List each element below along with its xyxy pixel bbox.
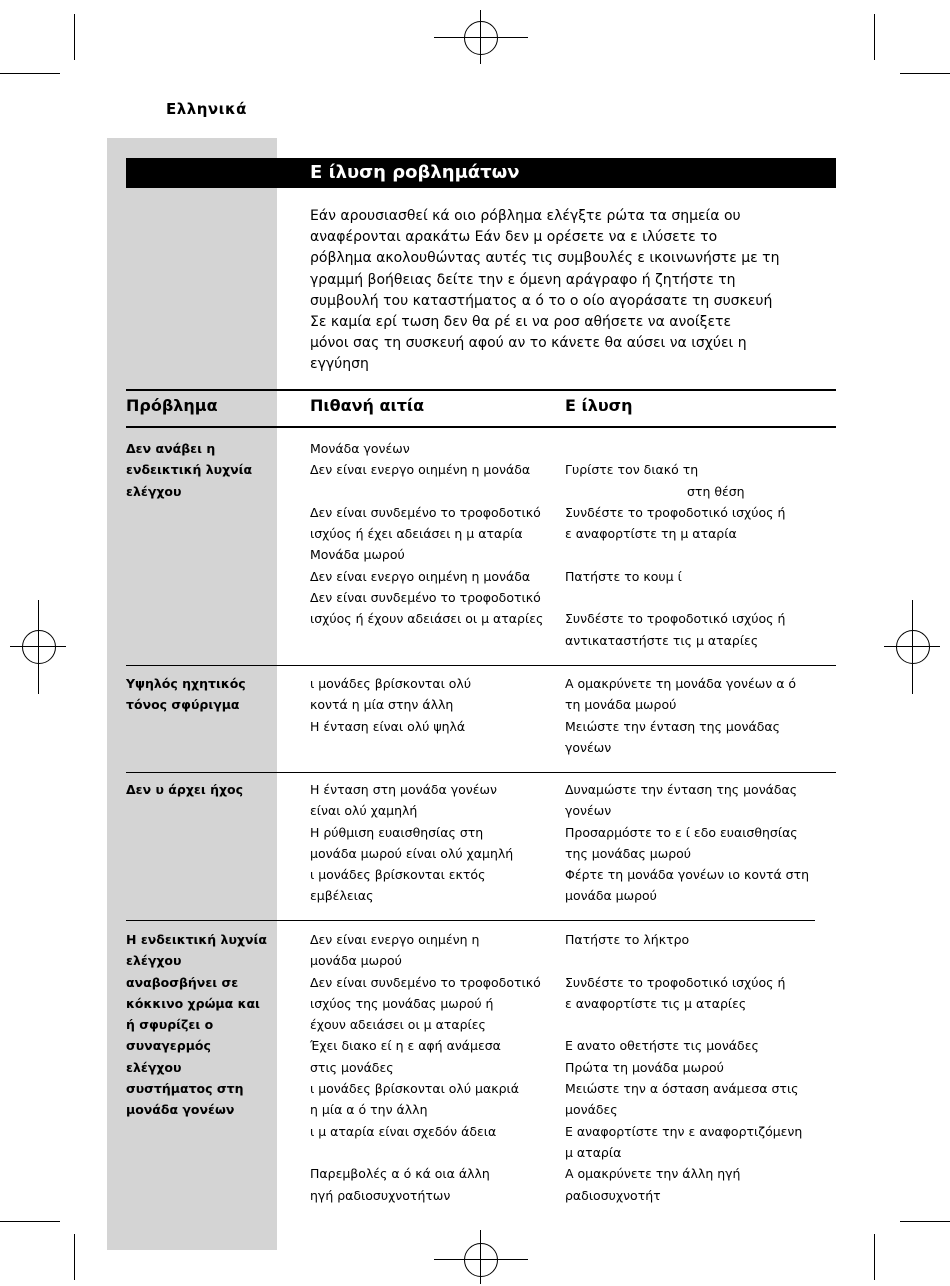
intro-line: εγγύηση bbox=[310, 356, 369, 373]
header-problem: Πρόβλημα bbox=[126, 396, 218, 415]
crop-mark bbox=[900, 73, 950, 74]
crop-mark bbox=[900, 1221, 950, 1222]
intro-line: ρόβλημα ακολουθώντας αυτές τις συμβουλές ε ικοινωνήστε με τη bbox=[310, 250, 780, 267]
intro-line: γραμμή βοήθειας δείτε την ε όμενη αράγραφο ή ζητήστε τη bbox=[310, 271, 736, 288]
row-divider bbox=[126, 920, 815, 921]
intro-line: συμβουλή του καταστήματος α ό το ο οίο αγοράσατε τη συσκευή bbox=[310, 292, 773, 309]
solution-cell: Α ομακρύνετε τη μονάδα γονέων α ό τη μονάδα μωρού Μειώστε την ένταση της μονάδας γονέων bbox=[565, 676, 797, 755]
cause-cell: Δεν είναι ενεργο οιημένη η μονάδα μωρού Δεν είναι συνδεμένο το τροφοδοτικό ισχύος της μονάδας μωρού ή έχουν αδειάσει οι μ αταρίες Έχει διακο εί η ε αφή ανάμεσα στις μονάδες ι μονάδες βρίσκονται ολύ μακριά η μία α ό την άλλη ι μ αταρία είναι σχεδόν άδεια Παρεμβολές α ό κά οια άλλη ηγή ραδιοσυχνοτήτων bbox=[310, 932, 541, 1203]
crop-mark bbox=[74, 14, 75, 60]
intro-line: Εάν αρουσιασθεί κά οιο ρόβλημα ελέγξτε ρώτα τα σημεία ου bbox=[310, 208, 741, 224]
cause-cell: Μονάδα γονέων Δεν είναι ενεργο οιημένη η μονάδα Δεν είναι συνδεμένο το τροφοδοτικό ισχύος ή έχει αδειάσει η μ αταρία Μονάδα μωρού Δεν είναι ενεργο οιημένη η μονάδα Δεν είναι συνδεμένο το τροφοδοτικό ισχύος ή έχουν αδειάσει οι μ αταρίες bbox=[310, 441, 544, 627]
row-divider bbox=[126, 665, 836, 666]
cause-cell: Η ένταση στη μονάδα γονέων είναι ολύ χαμηλή Η ρύθμιση ευαισθησίας στη μονάδα μωρού είναι ολύ χαμηλή ι μονάδες βρίσκονται εκτός εμβέλειας bbox=[310, 782, 514, 904]
crop-mark bbox=[0, 1221, 60, 1222]
crop-mark bbox=[74, 1234, 75, 1280]
cause-cell: ι μονάδες βρίσκονται ολύ κοντά η μία στην άλλη Η ένταση είναι ολύ ψηλά bbox=[310, 676, 472, 734]
table-header-rule bbox=[126, 426, 836, 428]
solution-cell: Δυναμώστε την ένταση της μονάδας γονέων Προσαρμόστε το ε ί εδο ευαισθησίας της μονάδας μωρού Φέρτε τη μονάδα γονέων ιο κοντά στη μονάδα μωρού bbox=[565, 782, 810, 904]
problem-cell: Η ενδεικτική λυχνία ελέγχου αναβοσβήνει σε κόκκινο χρώμα και ή σφυρίζει ο συναγερμός ελέγχου συστήματος στη μονάδα γονέων bbox=[126, 932, 267, 1118]
problem-cell: Δεν υ άρχει ήχος bbox=[126, 782, 244, 797]
crop-mark bbox=[0, 73, 60, 74]
intro-paragraph bbox=[310, 206, 830, 376]
intro-line: αναφέρονται αρακάτω Εάν δεν μ ορέσετε να ε ιλύσετε το bbox=[310, 229, 718, 246]
solution-cell: Πατήστε το λήκτρο Συνδέστε το τροφοδοτικό ισχύος ή ε αναφορτίστε τις μ αταρίες Ε ανατο οθετήστε τις μονάδες Πρώτα τη μονάδα μωρού Μειώστε την α όσταση ανάμεσα στις μονάδες Ε αναφορτίστε την ε αναφορτιζόμενη μ αταρία Α ομακρύνετε την άλλη ηγή ραδιοσυχνοτήτ bbox=[565, 932, 803, 1203]
crop-mark bbox=[874, 1234, 875, 1280]
problem-cell: Δεν ανάβει η ενδεικτική λυχνία ελέγχου bbox=[126, 441, 253, 499]
header-cause: Πιθανή αιτία bbox=[310, 396, 425, 415]
crop-mark bbox=[874, 14, 875, 60]
section-title: Ε ίλυση ροβλημάτων bbox=[310, 162, 520, 183]
intro-line: μόνοι σας τη συσκευή αφού αν το κάνετε θα αύσει να ισχύει η bbox=[310, 335, 747, 352]
problem-cell: Υψηλός ηχητικός τόνος σφύριγμα bbox=[126, 676, 246, 713]
row-divider bbox=[126, 772, 836, 773]
solution-cell: Γυρίστε τον διακό τη στη θέση Συνδέστε το τροφοδοτικό ισχύος ή ε αναφορτίστε τη μ αταρία Πατήστε το κουμ ί Συνδέστε το τροφοδοτικό ισχύος ή αντικαταστήστε τις μ αταρίες bbox=[565, 462, 786, 648]
intro-line: Σε καμία ερί τωση δεν θα ρέ ει να ροσ αθήσετε να ανοίξετε bbox=[310, 314, 732, 331]
language-label: Ελληνικά bbox=[166, 100, 247, 118]
header-solution: Ε ίλυση bbox=[565, 396, 633, 415]
table-top-rule bbox=[126, 389, 836, 391]
